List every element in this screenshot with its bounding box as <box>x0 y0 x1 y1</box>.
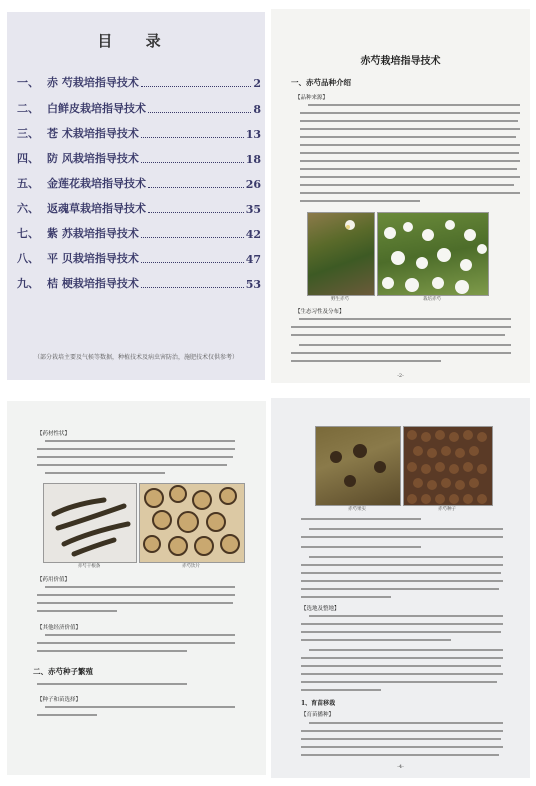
toc-page <box>7 12 265 380</box>
toc-leader-dots <box>148 212 244 213</box>
section-heading-seed-propagation: 二、赤芍种子繁殖 <box>33 667 93 676</box>
text-lines-placeholder <box>37 632 237 660</box>
toc-item-page: 53 <box>245 278 261 291</box>
toc-item-title: 紫 苏栽培指导技术 <box>47 227 139 240</box>
toc-item-number: 七、 <box>17 227 39 240</box>
toc-item-title: 返魂草栽培指导技术 <box>47 202 146 215</box>
text-lines-placeholder <box>300 102 522 208</box>
document-page-2 <box>271 9 530 383</box>
photo-wild-peony <box>307 212 375 296</box>
toc-item[interactable] <box>17 225 261 241</box>
toc-leader-dots <box>141 162 244 163</box>
peony-field-icon <box>378 213 488 295</box>
toc-item[interactable] <box>17 175 261 191</box>
toc-item-page: 8 <box>253 103 261 116</box>
text-lines-placeholder <box>37 704 237 724</box>
toc-item-number: 三、 <box>17 127 39 140</box>
toc-item-number: 九、 <box>17 277 39 290</box>
text-lines-placeholder <box>291 316 513 366</box>
photo-cultivated-peony <box>377 212 489 296</box>
tag-nursery-sowing: 【育苗播种】 <box>301 712 335 718</box>
toc-item[interactable] <box>17 150 261 166</box>
toc-leader-dots <box>141 287 244 288</box>
body-text-block <box>291 102 513 208</box>
caption-peony-fruit: 赤芍果实 <box>348 507 366 512</box>
page-number: -4- <box>397 764 404 770</box>
tag-medicinal-value: 【药用价值】 <box>37 577 71 583</box>
toc-item[interactable] <box>17 100 261 116</box>
tag-plant-source: 【品种来源】 <box>295 95 329 101</box>
section-heading-varieties: 一、赤芍品种介绍 <box>291 78 351 87</box>
photo-root-slices <box>139 483 245 563</box>
text-lines-placeholder <box>301 516 505 602</box>
toc-item-number: 八、 <box>17 252 39 265</box>
caption-cultivated-peony: 栽培赤芍 <box>423 297 441 302</box>
tag-site-prep: 【选地及整地】 <box>301 606 340 612</box>
toc-item-page: 35 <box>245 203 261 216</box>
toc-item-number: 二、 <box>17 102 39 115</box>
toc-leader-dots <box>141 237 244 238</box>
toc-item[interactable] <box>17 74 261 90</box>
toc-item-title: 桔 梗栽培指导技术 <box>47 277 139 290</box>
page-number: -2- <box>397 373 404 379</box>
photo-dried-roots <box>43 483 137 563</box>
caption-peony-seeds: 赤芍种子 <box>438 507 456 512</box>
toc-item-number: 一、 <box>17 76 39 89</box>
toc-item-number: 五、 <box>17 177 39 190</box>
text-lines-placeholder <box>301 720 505 762</box>
section-heading-seedling: 1、育苗移栽 <box>301 700 336 707</box>
peony-flower-icon <box>308 213 374 295</box>
toc-item[interactable] <box>17 250 261 266</box>
toc-item-page: 26 <box>245 178 261 191</box>
root-slices-icon <box>140 484 244 562</box>
toc-item[interactable] <box>17 125 261 141</box>
toc-item-title: 平 贝栽培指导技术 <box>47 252 139 265</box>
tag-seed-selection: 【种子和苗选择】 <box>37 697 82 703</box>
peony-fruit-icon <box>316 427 400 505</box>
text-lines-placeholder <box>37 438 237 478</box>
toc-item-page: 18 <box>245 153 261 166</box>
toc-item[interactable] <box>17 275 261 291</box>
toc-title: 目 录 <box>97 32 175 50</box>
toc-item-title: 金莲花栽培指导技术 <box>47 177 146 190</box>
toc-leader-dots <box>141 262 244 263</box>
document-page-4 <box>271 398 530 778</box>
toc-leader-dots <box>148 112 251 113</box>
toc-item-title: 苍 术栽培指导技术 <box>47 127 139 140</box>
photo-peony-fruit <box>315 426 401 506</box>
dried-root-icon <box>44 484 136 562</box>
toc-leader-dots <box>141 137 244 138</box>
toc-item-page: 47 <box>245 253 261 266</box>
toc-item-page: 42 <box>245 228 261 241</box>
toc-item-number: 四、 <box>17 152 39 165</box>
toc-item-page: 2 <box>253 77 261 90</box>
text-lines-placeholder <box>37 584 237 618</box>
toc-item-number: 六、 <box>17 202 39 215</box>
tag-ecology: 【生态习性及分布】 <box>295 309 345 315</box>
toc-item-title: 白鲜皮栽培指导技术 <box>47 102 146 115</box>
toc-leader-dots <box>148 187 244 188</box>
toc-item-title: 防 风栽培指导技术 <box>47 152 139 165</box>
caption-wild-peony: 野生赤芍 <box>331 297 349 302</box>
toc-leader-dots <box>141 86 252 87</box>
caption-dried-roots: 赤芍干根条 <box>77 564 101 569</box>
text-lines-placeholder <box>301 613 505 693</box>
document-title: 赤芍栽培指导技术 <box>360 56 441 67</box>
caption-root-slices: 赤芍饮片 <box>182 564 200 569</box>
text-lines-placeholder <box>37 680 237 690</box>
document-page-3 <box>7 401 266 775</box>
peony-seeds-icon <box>404 427 492 505</box>
toc-item[interactable] <box>17 200 261 216</box>
tag-herb-properties: 【药材性状】 <box>37 431 71 437</box>
tag-economic-value: 【其他经济价值】 <box>37 625 82 631</box>
photo-peony-seeds <box>403 426 493 506</box>
toc-item-title: 赤 芍栽培指导技术 <box>47 76 139 89</box>
toc-footnote: （部分栽培主要及气候等数据，种植技术及病虫害防治，施肥技术仅供参考） <box>33 354 238 361</box>
toc-item-page: 13 <box>245 128 261 141</box>
